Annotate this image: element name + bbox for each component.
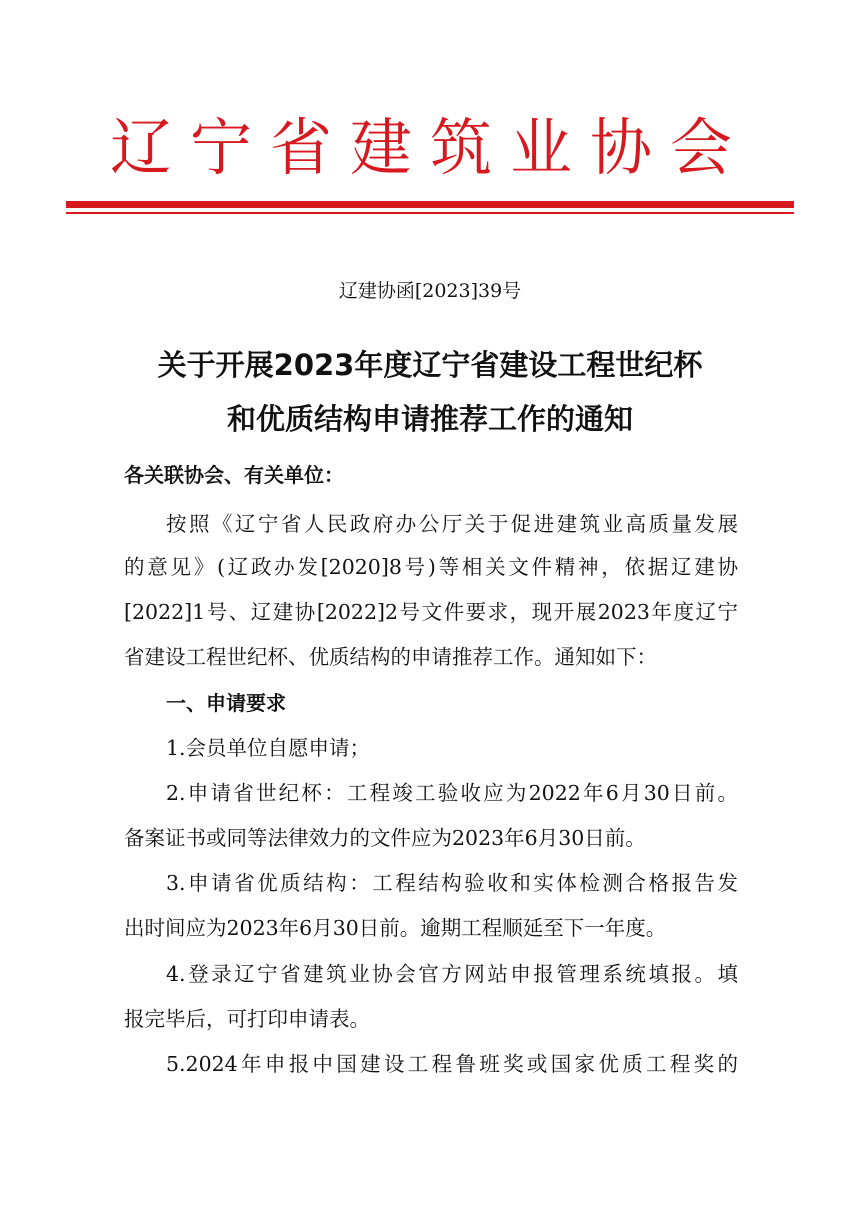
item-2-line-1: 2.申请省世纪杯：工程竣工验收应为2022年6月30日前。 xyxy=(166,781,738,805)
item-4-line-2: 报完毕后，可打印申请表。 xyxy=(124,1007,370,1031)
item-3-line-1: 3.申请省优质结构：工程结构验收和实体检测合格报告发 xyxy=(166,871,738,895)
letterhead-org-name: 辽宁省建筑业协会 xyxy=(109,111,750,184)
intro-line-1: 按照《辽宁省人民政府办公厅关于促进建筑业高质量发展 xyxy=(166,512,738,536)
document-number: 辽建协函[2023]39号 xyxy=(338,280,522,302)
item-5-line-1: 5.2024年申报中国建设工程鲁班奖或国家优质工程奖的 xyxy=(166,1052,738,1076)
intro-line-3: [2022]1号、辽建协[2022]2号文件要求，现开展2023年度辽宁 xyxy=(124,600,738,624)
salutation: 各关联协会、有关单位： xyxy=(124,463,344,487)
item-3-line-2: 出时间应为2023年6月30日前。逾期工程顺延至下一年度。 xyxy=(124,916,667,940)
item-1: 1.会员单位自愿申请； xyxy=(166,736,371,760)
letterhead-rule-thick xyxy=(66,201,794,208)
item-4-line-1: 4.登录辽宁省建筑业协会官方网站申报管理系统填报。填 xyxy=(166,962,738,986)
intro-line-4: 省建设工程世纪杯、优质结构的申请推荐工作。通知如下： xyxy=(124,645,657,669)
letterhead-rule-thin xyxy=(66,212,794,214)
document-title-line-2: 和优质结构申请推荐工作的通知 xyxy=(226,402,633,436)
section-1-heading: 一、申请要求 xyxy=(166,691,286,715)
intro-line-2: 的意见》(辽政办发[2020]8号)等相关文件精神，依据辽建协 xyxy=(124,555,738,579)
document-title xyxy=(60,338,800,446)
document-title-line-1: 关于开展2023年度辽宁省建设工程世纪杯 xyxy=(157,348,703,382)
item-2-line-2: 备案证书或同等法律效力的文件应为2023年6月30日前。 xyxy=(124,826,646,850)
